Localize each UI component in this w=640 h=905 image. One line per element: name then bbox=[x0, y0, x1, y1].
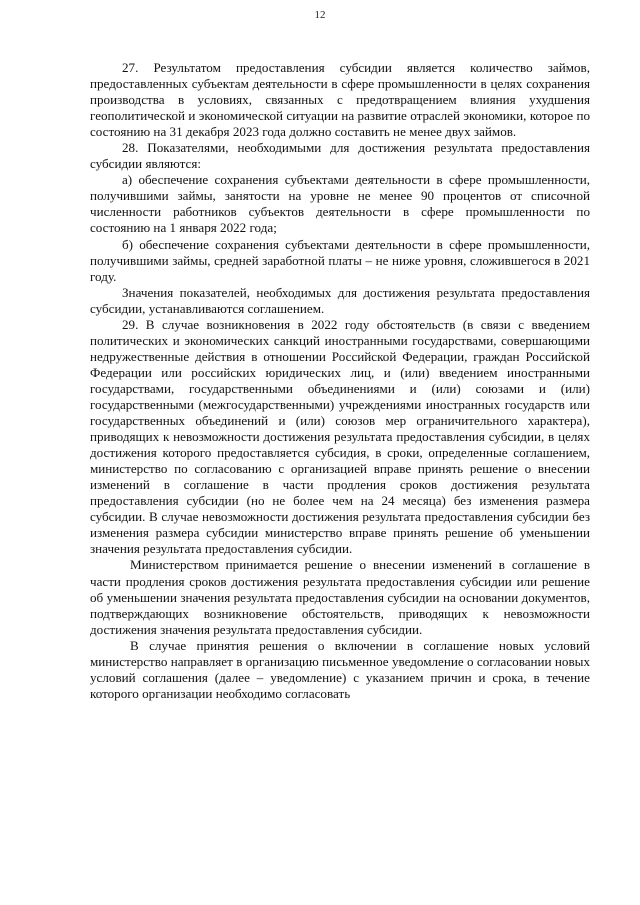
paragraph-28-b: б) обеспечение сохранения субъектами деятельности в сфере промышленности, получившими займы, средней заработной платы – не ниже уровня, сложившегося в 2021 году. bbox=[90, 236, 590, 284]
document-body bbox=[90, 60, 590, 702]
paragraph-28: 28. Показателями, необходимыми для достижения результата предоставления субсидии являются: bbox=[90, 140, 590, 172]
paragraph-27: 27. Результатом предоставления субсидии является количество займов, предоставленных субъектам деятельности в сфере промышленности в целях сохранения производства в условиях, связанных с предотвращением влияния ухудшения геополитической и экономической ситуации на развитие отраслей экономики, которое по состоянию на 31 декабря 2023 года должно составить не менее двух займов. bbox=[90, 60, 590, 140]
paragraph-new-conditions: В случае принятия решения о включении в соглашение новых условий министерство направляет в организацию письменное уведомление о согласовании новых условий соглашения (далее – уведомление) с указанием причин и срока, в течение которого организации необходимо согласовать bbox=[90, 637, 590, 701]
paragraph-29: 29. В случае возникновения в 2022 году обстоятельств (в связи с введением политических и экономических санкций иностранными государствами, совершающими недружественные действия в отношении Российской Федерации, граждан Российской Федерации или российских юридических лиц, и (или) введением иностранными государствами, государственными объединениями и (или) союзами и (или) государственными (межгосударственными) учреждениями иностранных государств или государственных объединений и (или) союзов мер ограничительного характера), приводящих к невозможности достижения результата предоставления субсидии, в целях достижения которого предоставляется субсидия, в сроки, определенные соглашением, министерство по согласованию с организацией вправе принять решение о внесении изменений в соглашение в части продления сроков достижения результата предоставления субсидии (но не более чем на 24 месяца) без изменения размера субсидии. В случае невозможности достижения результата предоставления субсидии без изменения размера субсидии министерство вправе принять решение об уменьшении значения результата предоставления субсидии. bbox=[90, 316, 590, 557]
paragraph-28-a: а) обеспечение сохранения субъектами деятельности в сфере промышленности, получившими займы, занятости на уровне не менее 90 процентов от списочной численности работников субъектов деятельности в сфере промышленности по состоянию на 1 января 2022 года; bbox=[90, 172, 590, 236]
paragraph-indicator-values: Значения показателей, необходимых для достижения результата предоставления субсидии, устанавливаются соглашением. bbox=[90, 284, 590, 316]
paragraph-ministry-decision: Министерством принимается решение о внесении изменений в соглашение в части продления сроков достижения результата предоставления субсидии или решение об уменьшении значения результата предоставления субсидии на основании документов, подтверждающих возникновение обстоятельств, приводящих к невозможности достижения значения результата предоставления субсидии. bbox=[90, 557, 590, 637]
page-number: 12 bbox=[314, 9, 326, 21]
